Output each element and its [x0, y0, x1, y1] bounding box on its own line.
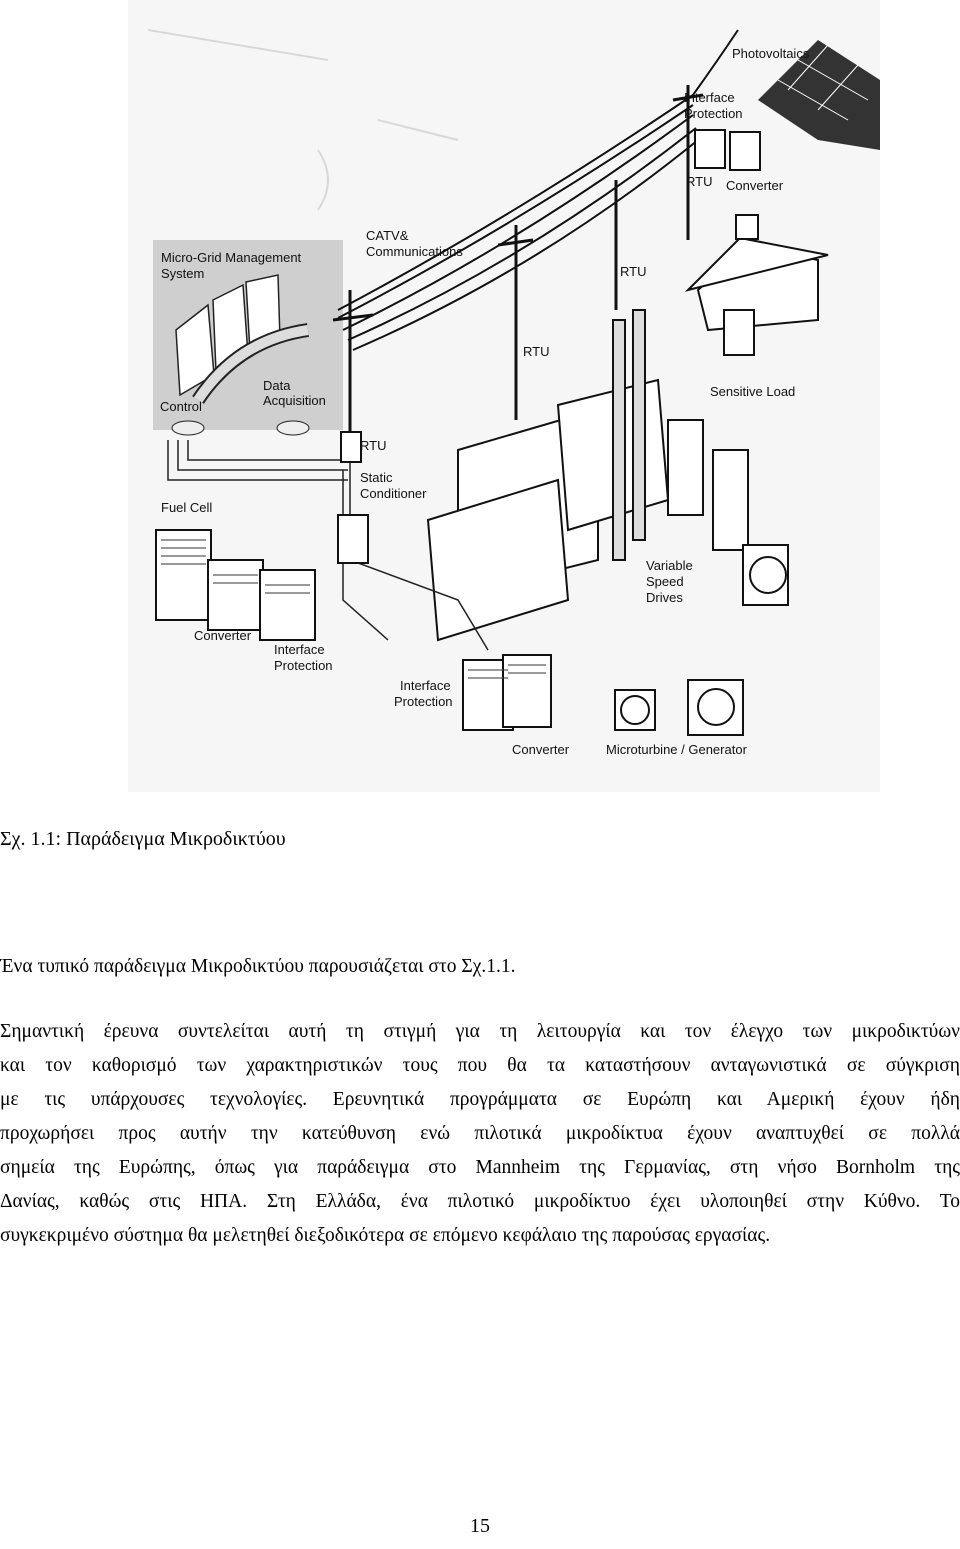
label-static-1: Static — [360, 470, 393, 485]
label-mgms-2: System — [161, 266, 205, 281]
label-data-acq-2: Acquisition — [263, 393, 326, 408]
paragraph-line: με τις υπάρχουσες τεχνολογίες. Ερευνητικά προγράμματα σε Ευρώπη και Αμερική έχουν ήδη — [0, 1089, 960, 1110]
label-microturbine: Microturbine / Generator — [606, 742, 747, 757]
label-interface-top-2: Protection — [684, 106, 743, 121]
label-static-2: Conditioner — [360, 486, 427, 501]
microgrid-diagram — [128, 0, 880, 792]
label-fuel-cell: Fuel Cell — [161, 500, 213, 515]
label-sensitive-load: Sensitive Load — [710, 384, 796, 399]
label-interface-left-2: Protection — [274, 658, 333, 673]
label-vsd-3: Drives — [646, 590, 683, 605]
label-rtu-top: RTU — [686, 174, 713, 189]
label-mgms-1: Micro-Grid Management — [161, 250, 302, 265]
label-interface-bottom-1: Interface — [400, 678, 451, 693]
label-rtu-static: RTU — [360, 438, 387, 453]
label-rtu-mid: RTU — [620, 264, 647, 279]
body-paragraph — [0, 1015, 960, 1253]
intro-paragraph: Ένα τυπικό παράδειγμα Μικροδικτύου παρουσιάζεται στο Σχ.1.1. — [0, 956, 516, 977]
label-converter-bottom: Converter — [512, 742, 570, 757]
label-interface-bottom-2: Protection — [394, 694, 453, 709]
label-interface-left-1: Interface — [274, 642, 325, 657]
paragraph-line: και τον καθορισμό των χαρακτηριστικών τους που θα τα καταστήσουν ανταγωνιστικά σε σύγκριση — [0, 1055, 960, 1076]
label-catv-1: CATV& — [366, 228, 409, 243]
label-converter-top: Converter — [726, 178, 784, 193]
label-catv-2: Communications — [366, 244, 463, 259]
page-number: 15 — [470, 1515, 490, 1537]
label-data-acq-1: Data — [263, 378, 291, 393]
label-interface-top-1: Interface — [684, 90, 735, 105]
paragraph-line: συγκεκριμένο σύστημα θα μελετηθεί διεξοδικότερα σε επόμενο κεφάλαιο της παρούσας εργασίας. — [0, 1225, 771, 1246]
label-converter-left: Converter — [194, 628, 252, 643]
paragraph-line: Σημαντική έρευνα συντελείται αυτή τη στιγμή για τη λειτουργία και τον έλεγχο των μικροδικτύων — [0, 1021, 960, 1042]
figure-caption: Σχ. 1.1: Παράδειγμα Μικροδικτύου — [0, 828, 286, 850]
paragraph-line: σημεία της Ευρώπης, όπως για παράδειγμα στο Mannheim της Γερμανίας, στη νήσο Bornholm της — [0, 1157, 960, 1178]
paragraph-line: προχωρήσει προς αυτήν την κατεύθυνση ενώ πιλοτικά μικροδίκτυα έχουν αναπτυχθεί σε πολλά — [0, 1123, 960, 1144]
label-photovoltaics: Photovoltaics — [732, 46, 810, 61]
label-vsd-1: Variable — [646, 558, 693, 573]
label-rtu-center: RTU — [523, 344, 550, 359]
label-control: Control — [160, 399, 202, 414]
paragraph-line: Δανίας, καθώς στις ΗΠΑ. Στη Ελλάδα, ένα πιλοτικό μικροδίκτυο έχει υλοποιηθεί στην Κύθνο. Το — [0, 1191, 960, 1212]
label-vsd-2: Speed — [646, 574, 684, 589]
